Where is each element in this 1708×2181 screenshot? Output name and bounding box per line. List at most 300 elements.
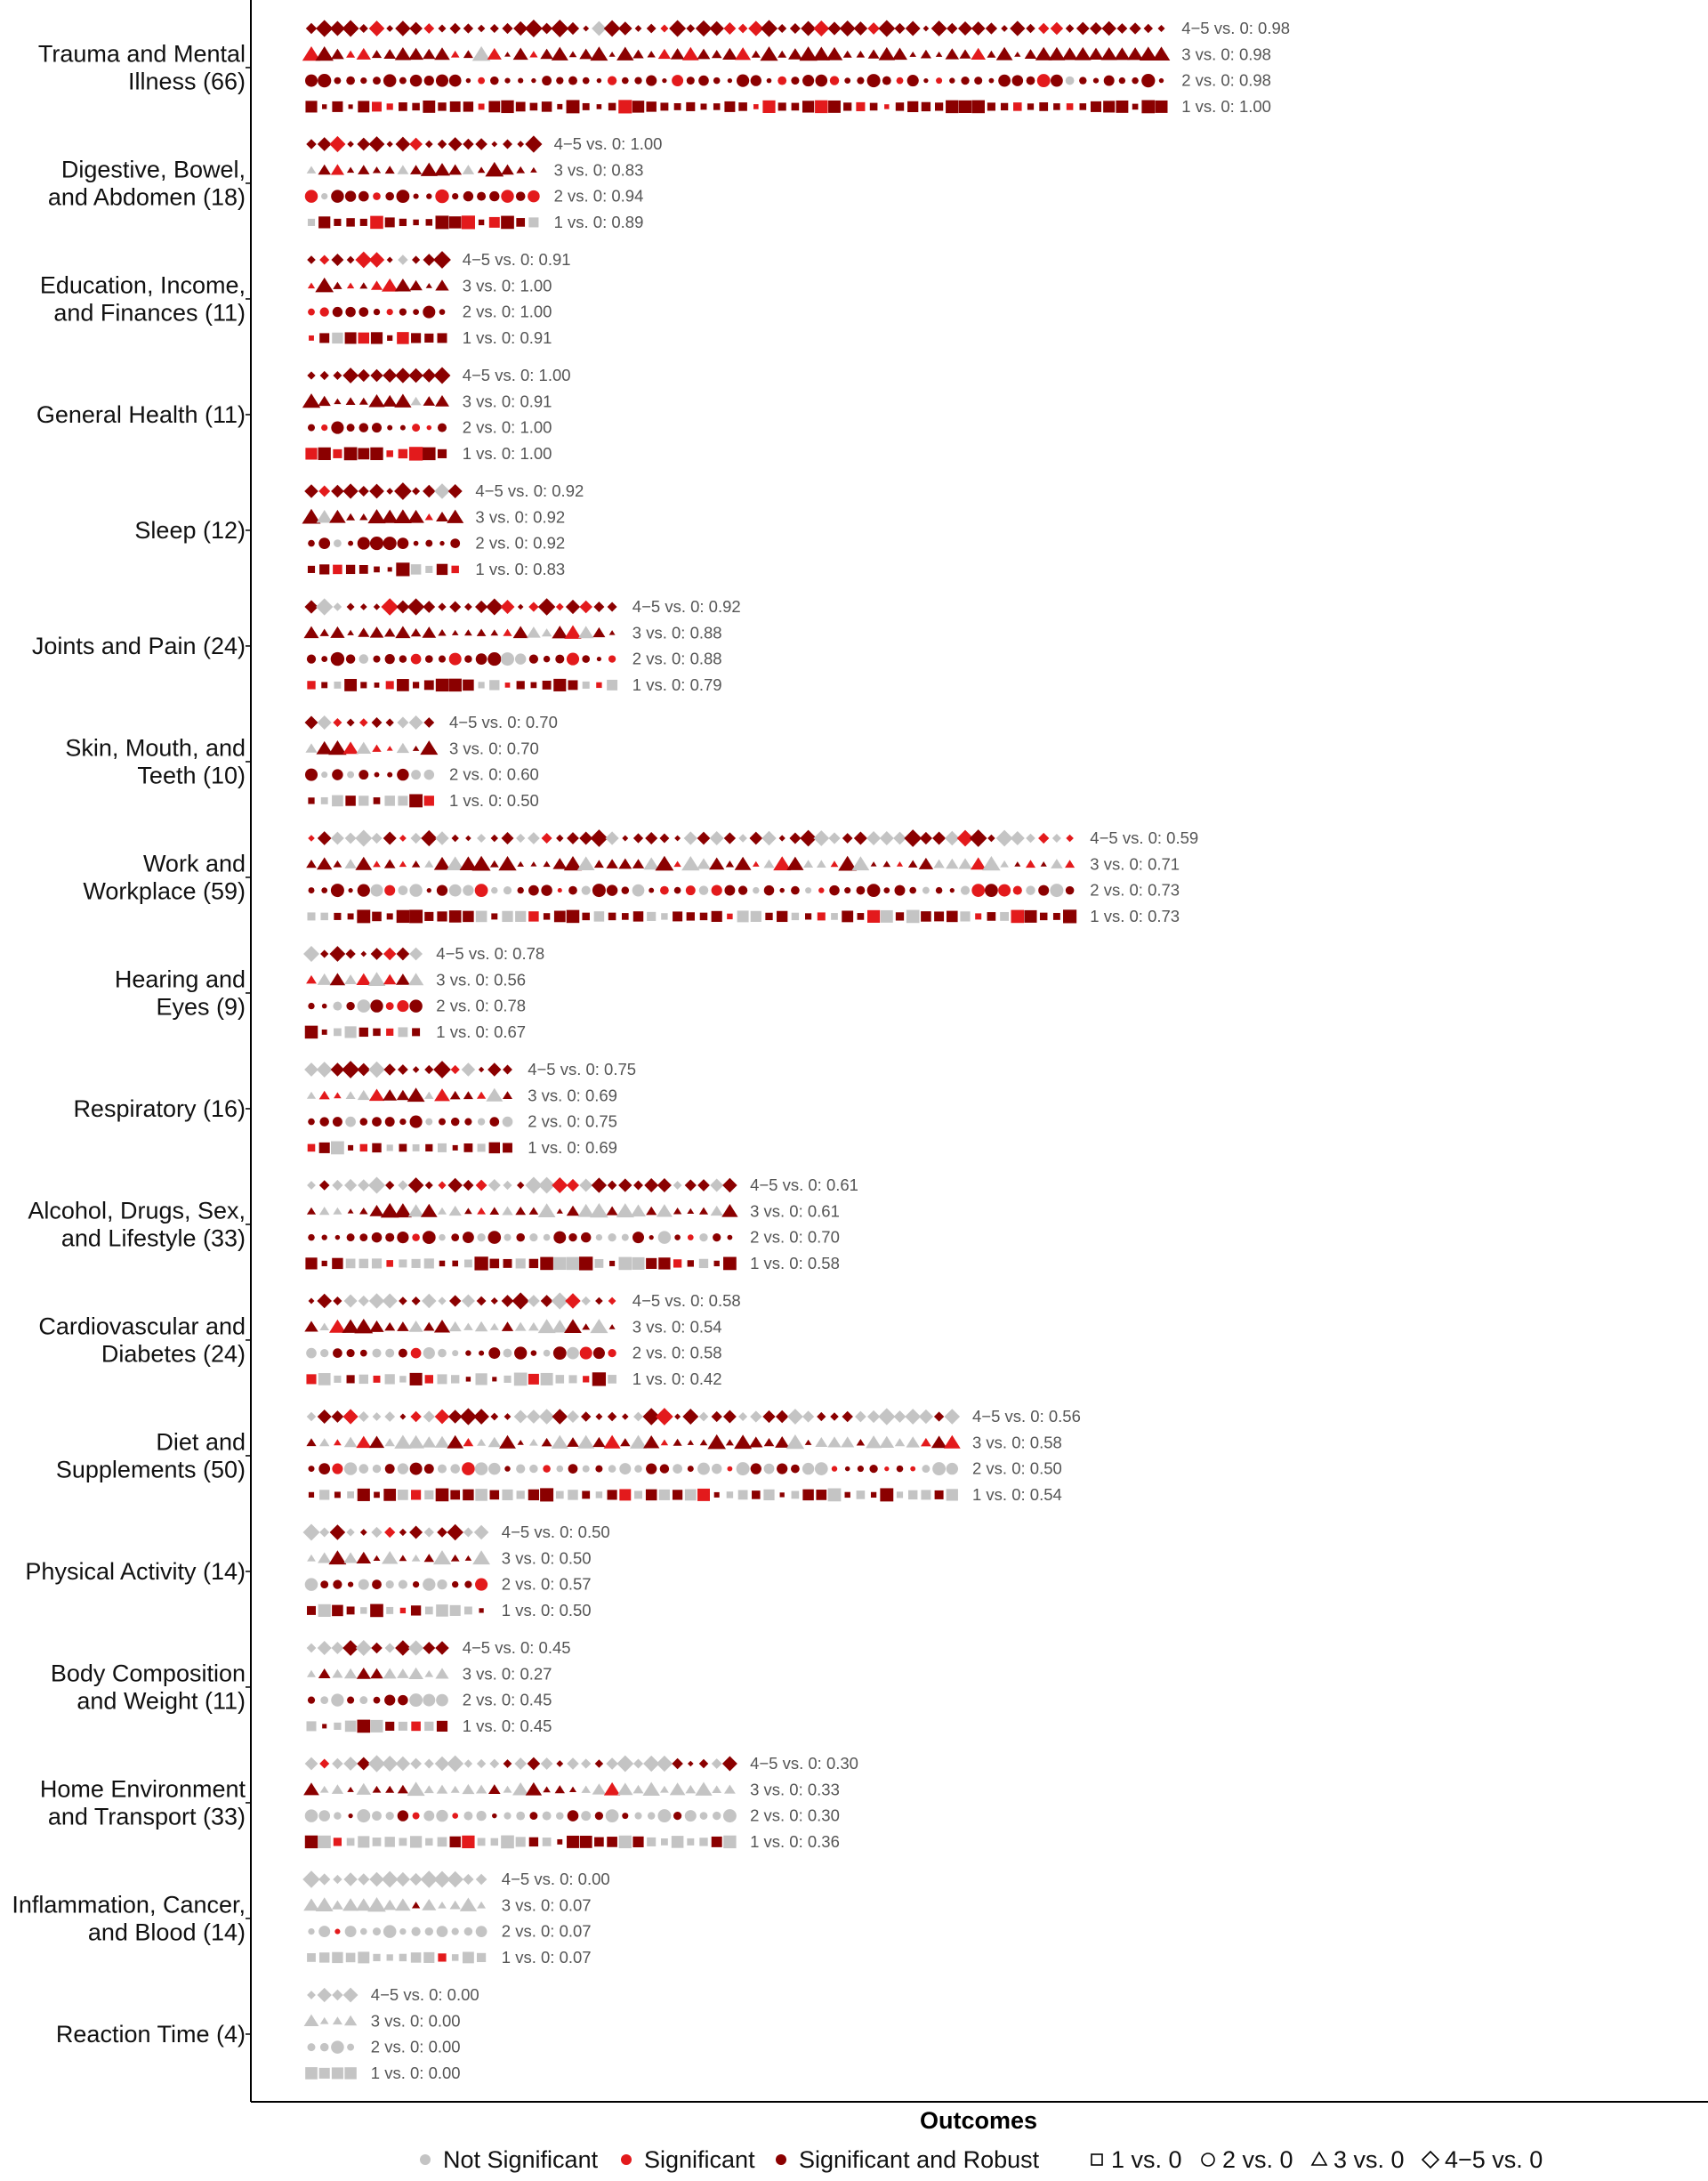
data-point: [634, 1813, 641, 1820]
data-point: [777, 51, 786, 58]
data-point: [673, 911, 682, 921]
data-point: [897, 1466, 904, 1473]
data-point: [857, 886, 866, 895]
data-point: [447, 1435, 463, 1449]
comparison-share-label: 3 vs. 0: 0.33: [750, 1780, 840, 1799]
data-point: [634, 77, 641, 84]
data-point: [996, 830, 1013, 847]
data-point: [308, 1696, 315, 1703]
data-point: [1090, 22, 1102, 35]
data-point: [359, 1296, 369, 1306]
data-point: [845, 1466, 850, 1472]
data-point: [409, 22, 423, 36]
data-point: [512, 1782, 528, 1796]
data-point: [607, 1206, 618, 1215]
data-point: [827, 1436, 841, 1447]
data-point: [492, 1813, 497, 1819]
comparison-share-label: 1 vs. 0: 0.50: [501, 1600, 592, 1620]
data-point: [385, 217, 395, 227]
data-point: [318, 448, 331, 460]
data-point: [386, 1260, 393, 1267]
data-point: [333, 449, 342, 458]
comparison-share-label: 4−5 vs. 0: 0.92: [475, 481, 584, 500]
data-point: [408, 1204, 424, 1216]
data-point: [881, 910, 893, 923]
data-point: [305, 1257, 317, 1269]
data-point: [526, 1782, 542, 1796]
data-point: [723, 1257, 737, 1271]
data-point: [556, 835, 563, 842]
data-point: [516, 218, 525, 227]
data-point: [556, 1466, 563, 1473]
data-point: [775, 1436, 789, 1448]
data-point: [580, 1347, 592, 1360]
data-point: [504, 1376, 511, 1383]
data-point: [396, 973, 410, 985]
data-point: [383, 1900, 397, 1910]
data-point: [787, 1409, 803, 1425]
data-point: [411, 628, 422, 636]
comparison-share-label: 4−5 vs. 0: 0.78: [436, 944, 545, 963]
data-point: [397, 165, 408, 174]
data-point: [433, 1061, 451, 1078]
category-group: [28, 1175, 858, 1272]
data-point: [387, 1954, 393, 1960]
data-point: [831, 913, 838, 920]
legend-shape-marker: [1202, 2153, 1214, 2166]
data-point: [513, 626, 528, 638]
data-point: [544, 1234, 551, 1241]
comparison-share-label: 4−5 vs. 0: 0.50: [501, 1523, 610, 1541]
data-point: [411, 1605, 421, 1615]
data-point: [542, 628, 552, 636]
data-point: [646, 1490, 657, 1501]
data-point: [1026, 885, 1035, 894]
data-point: [385, 1349, 394, 1358]
data-point: [699, 1233, 707, 1241]
data-point: [344, 1462, 357, 1474]
data-point: [319, 1952, 329, 1962]
data-point: [412, 424, 420, 432]
data-point: [502, 1207, 512, 1216]
data-point: [465, 1350, 471, 1355]
data-point: [451, 1233, 459, 1241]
data-point: [451, 1375, 459, 1383]
data-point: [422, 626, 436, 638]
data-point: [478, 1143, 486, 1151]
data-point: [608, 76, 616, 85]
data-point: [322, 1261, 327, 1266]
data-point: [567, 22, 579, 35]
data-point: [867, 910, 880, 923]
data-point: [346, 1953, 356, 1963]
data-point: [305, 101, 317, 112]
data-point: [386, 1812, 394, 1820]
data-point: [882, 77, 891, 85]
data-point: [413, 1813, 420, 1820]
data-point: [504, 1259, 512, 1268]
data-point: [305, 448, 317, 459]
data-point: [674, 1234, 681, 1240]
data-point: [359, 24, 368, 33]
data-point: [303, 1524, 320, 1541]
data-point: [528, 832, 540, 844]
data-point: [464, 629, 472, 635]
data-point: [530, 861, 536, 867]
data-point: [342, 1898, 359, 1910]
data-point: [474, 1256, 487, 1270]
data-point: [1141, 101, 1155, 114]
data-point: [776, 1410, 788, 1423]
data-point: [347, 603, 355, 611]
data-point: [672, 1758, 683, 1770]
data-point: [818, 887, 824, 893]
data-point: [322, 1234, 327, 1240]
data-point: [1144, 24, 1153, 33]
data-point: [463, 23, 473, 33]
data-point: [435, 831, 448, 844]
data-point: [505, 683, 511, 688]
data-point: [475, 1321, 488, 1332]
data-point: [501, 832, 513, 844]
data-point: [382, 279, 399, 292]
data-point: [383, 1925, 397, 1938]
data-point: [410, 75, 423, 87]
data-point: [451, 566, 458, 573]
data-point: [346, 565, 355, 574]
data-point: [646, 1463, 657, 1474]
data-point: [359, 282, 367, 288]
data-point: [438, 102, 446, 110]
data-point: [386, 450, 393, 457]
data-point: [331, 652, 344, 666]
data-point: [462, 1836, 474, 1848]
data-point: [577, 856, 595, 870]
data-point: [309, 1298, 315, 1305]
data-point: [660, 25, 668, 33]
data-point: [397, 743, 409, 753]
data-point: [434, 483, 450, 499]
data-point: [568, 1810, 579, 1822]
data-point: [464, 603, 472, 611]
data-point: [489, 191, 499, 201]
data-point: [476, 1785, 487, 1794]
data-point: [726, 1439, 734, 1445]
data-point: [567, 100, 580, 113]
data-point: [464, 655, 471, 662]
data-point: [411, 654, 422, 665]
data-point: [569, 51, 577, 57]
data-point: [712, 1464, 721, 1474]
data-point: [503, 1117, 513, 1127]
data-point: [986, 22, 997, 34]
data-point: [436, 512, 448, 521]
data-point: [1066, 835, 1074, 843]
data-point: [512, 1292, 529, 1309]
data-point: [722, 48, 737, 60]
data-point: [777, 24, 786, 33]
category-label: Illness (66): [127, 68, 246, 95]
data-point: [552, 1177, 568, 1193]
category-group: [25, 1523, 609, 1620]
data-point: [357, 1720, 370, 1733]
data-point: [541, 1295, 553, 1307]
data-point: [360, 603, 367, 610]
data-point: [322, 1004, 327, 1009]
data-point: [385, 1643, 395, 1652]
data-point: [409, 794, 423, 807]
data-point: [434, 47, 450, 60]
data-point: [398, 254, 407, 264]
data-point: [884, 104, 889, 109]
data-point: [344, 1437, 358, 1448]
data-point: [448, 679, 461, 691]
data-point: [420, 740, 438, 755]
data-point: [332, 2067, 343, 2079]
data-point: [688, 1466, 694, 1472]
data-point: [896, 912, 904, 920]
data-point: [867, 1410, 880, 1423]
data-point: [434, 1320, 450, 1332]
data-point: [792, 103, 800, 111]
data-point: [320, 2017, 329, 2024]
data-point: [347, 1838, 355, 1846]
data-point: [538, 598, 556, 616]
data-point: [556, 77, 563, 84]
data-point: [370, 1604, 383, 1618]
data-point: [933, 860, 944, 868]
data-point: [1027, 103, 1034, 109]
comparison-share-label: 3 vs. 0: 0.98: [1181, 44, 1271, 64]
data-point: [618, 100, 632, 113]
data-point: [333, 2016, 342, 2024]
comparison-share-label: 4−5 vs. 0: 0.61: [750, 1175, 858, 1194]
data-point: [1011, 831, 1025, 845]
data-point: [673, 1464, 682, 1474]
data-point: [399, 1144, 407, 1152]
data-point: [334, 602, 342, 611]
data-point: [919, 858, 933, 869]
data-point: [661, 1439, 668, 1445]
data-point: [371, 948, 383, 960]
data-point: [593, 602, 604, 612]
data-point: [961, 886, 970, 895]
data-point: [596, 1491, 602, 1498]
data-point: [412, 1296, 421, 1305]
data-point: [657, 1204, 673, 1216]
data-point: [491, 835, 498, 842]
data-point: [383, 1089, 397, 1101]
data-point: [728, 78, 732, 83]
data-point: [674, 887, 681, 894]
category-group: [12, 1870, 609, 1967]
data-point: [555, 1785, 565, 1793]
data-point: [828, 101, 841, 113]
data-point: [592, 1177, 607, 1192]
data-point: [371, 833, 382, 844]
data-point: [932, 1462, 946, 1475]
data-point: [345, 1026, 357, 1038]
data-point: [399, 1119, 406, 1125]
data-point: [777, 911, 787, 922]
data-point: [373, 192, 381, 200]
data-point: [370, 1668, 383, 1679]
data-point: [529, 1439, 538, 1446]
data-point: [552, 1320, 568, 1332]
data-point: [700, 1439, 708, 1445]
data-point: [597, 104, 602, 109]
data-point: [669, 20, 686, 37]
data-point: [946, 859, 958, 868]
data-point: [620, 1438, 630, 1446]
data-point: [322, 1030, 327, 1035]
data-point: [490, 1490, 500, 1500]
data-point: [399, 1555, 407, 1561]
data-point: [619, 1836, 632, 1848]
data-point: [372, 423, 382, 432]
data-point: [947, 23, 957, 34]
data-point: [359, 1411, 369, 1422]
data-point: [895, 1438, 905, 1446]
data-point: [649, 888, 654, 893]
data-point: [436, 1810, 447, 1822]
comparison-share-label: 2 vs. 0: 0.75: [528, 1111, 617, 1131]
data-point: [334, 1029, 342, 1037]
data-point: [728, 1466, 733, 1472]
data-point: [387, 335, 392, 341]
data-point: [318, 74, 331, 87]
data-point: [583, 26, 589, 32]
category-label: Workplace (59): [83, 877, 246, 905]
data-point: [346, 1528, 354, 1536]
data-point: [648, 51, 656, 57]
data-point: [372, 745, 381, 752]
data-point: [381, 598, 399, 616]
data-point: [504, 1234, 511, 1241]
data-point: [304, 2015, 319, 2026]
category-label: Teeth (10): [137, 762, 246, 789]
data-point: [452, 835, 459, 842]
data-point: [332, 333, 342, 343]
data-point: [517, 681, 525, 689]
data-point: [462, 215, 475, 229]
data-point: [489, 1143, 500, 1153]
category-label: Trauma and Mental: [37, 40, 246, 68]
data-point: [528, 911, 538, 921]
data-point: [1067, 103, 1074, 110]
data-point: [805, 913, 811, 919]
data-point: [373, 860, 381, 867]
data-point: [486, 598, 503, 615]
data-point: [333, 1875, 342, 1884]
data-point: [880, 831, 894, 845]
data-point: [438, 629, 446, 635]
data-point: [449, 216, 461, 228]
data-point: [384, 796, 395, 806]
data-point: [921, 1438, 931, 1446]
data-point: [388, 567, 392, 571]
data-point: [452, 193, 458, 199]
data-point: [331, 190, 343, 202]
data-point: [422, 1899, 436, 1910]
data-point: [786, 1434, 804, 1449]
data-point: [474, 1525, 489, 1540]
data-point: [764, 1464, 775, 1474]
data-point: [568, 1233, 576, 1241]
data-point: [697, 49, 711, 60]
data-point: [305, 1836, 318, 1848]
comparison-share-label: 4−5 vs. 0: 0.30: [750, 1754, 858, 1773]
data-point: [647, 912, 656, 921]
data-point: [790, 23, 801, 34]
data-point: [319, 333, 329, 343]
data-point: [372, 1579, 382, 1589]
data-point: [658, 1257, 670, 1269]
data-point: [359, 1579, 369, 1590]
data-point: [660, 1786, 669, 1793]
data-point: [372, 101, 382, 111]
data-point: [438, 1838, 447, 1847]
data-point: [513, 48, 528, 61]
data-point: [606, 859, 617, 868]
data-point: [412, 860, 421, 868]
data-point: [959, 49, 971, 58]
data-point: [580, 1836, 592, 1848]
data-point: [528, 1374, 539, 1385]
data-point: [583, 1466, 590, 1473]
data-point: [503, 140, 512, 149]
data-point: [319, 1490, 329, 1499]
data-point: [385, 166, 395, 174]
data-point: [333, 1117, 342, 1127]
data-point: [724, 885, 735, 896]
data-point: [409, 884, 422, 896]
data-point: [557, 1208, 563, 1214]
data-point: [982, 856, 1000, 870]
data-point: [492, 1377, 496, 1381]
data-point: [411, 1952, 422, 1963]
data-point: [433, 251, 451, 269]
data-point: [334, 1491, 341, 1498]
data-point: [552, 626, 568, 638]
data-point: [712, 911, 722, 922]
data-point: [568, 886, 577, 895]
data-point: [305, 2067, 318, 2080]
data-point: [463, 680, 474, 691]
data-point: [423, 601, 435, 613]
data-point: [908, 1490, 917, 1499]
data-point: [394, 482, 412, 500]
data-point: [387, 772, 392, 778]
data-point: [944, 1435, 961, 1449]
data-point: [386, 681, 394, 689]
data-point: [305, 1757, 318, 1771]
data-point: [360, 1529, 367, 1536]
data-point: [332, 1952, 342, 1963]
data-point: [452, 1261, 458, 1267]
data-point: [1050, 884, 1063, 897]
data-point: [897, 1491, 903, 1498]
data-point: [501, 101, 513, 113]
data-point: [334, 1838, 342, 1846]
data-point: [485, 162, 504, 177]
data-point: [434, 163, 450, 175]
data-point: [383, 831, 397, 844]
data-point: [516, 166, 525, 174]
data-point: [335, 1235, 341, 1240]
data-point: [488, 1784, 501, 1794]
data-point: [384, 628, 395, 637]
